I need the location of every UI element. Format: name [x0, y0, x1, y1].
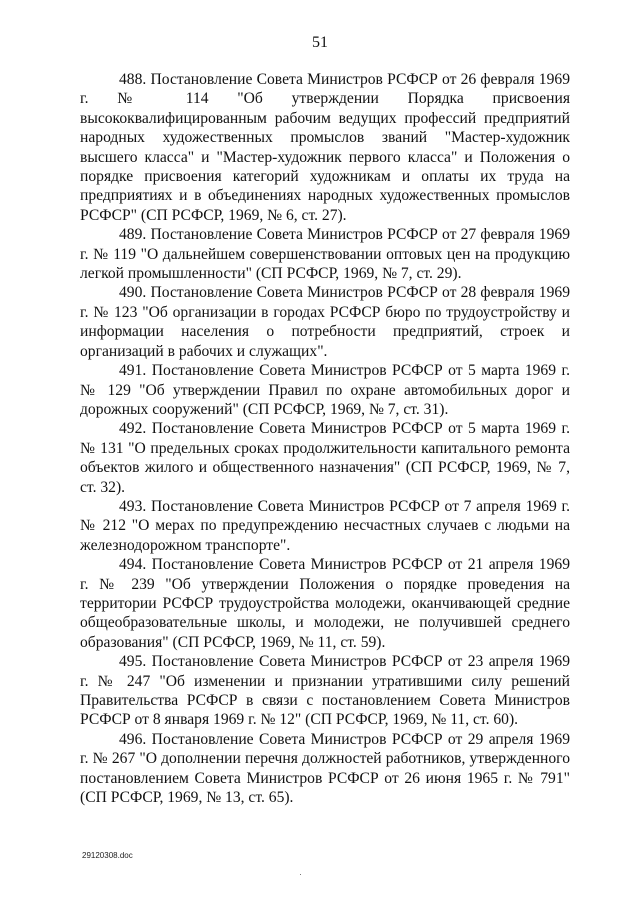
document-body	[80, 70, 570, 807]
list-item-495: 495. Постановление Совета Министров РСФСР от 23 апреля 1969 г. № 247 "Об изменении и признании утратившими силу решений Правительства РСФСР в связи с постановлением Совета Министров РСФСР от 8 января 1969 г. № 12" (СП РСФСР, 1969, № 11, ст. 60).	[80, 653, 570, 729]
list-item-488: 488. Постановление Совета Министров РСФСР от 26 февраля 1969 г. № 114 "Об утверждении Порядка присвоения высококвалифицированным рабочим ведущих профессий предприятий народных художественных промыслов званий "Мастер-художник высшего класса" и "Мастер-художник первого класса" и Положения о порядке присвоения категорий художникам и оплаты их труда на предприятиях и в объединениях народных художественных промыслов РСФСР" (СП РСФСР, 1969, № 6, ст. 27).	[80, 71, 570, 224]
list-item-490: 490. Постановление Совета Министров РСФСР от 28 февраля 1969 г. № 123 "Об организации в городах РСФСР бюро по трудоустройству и информации населения о потребности предприятий, строек и организаций в рабочих и служащих".	[80, 284, 570, 360]
list-item-491: 491. Постановление Совета Министров РСФСР от 5 марта 1969 г. № 129 "Об утверждении Правил по охране автомобильных дорог и дорожных сооружений" (СП РСФСР, 1969, № 7, ст. 31).	[80, 362, 570, 418]
scan-speck	[300, 874, 301, 875]
list-item-492: 492. Постановление Совета Министров РСФСР от 5 марта 1969 г. № 131 "О предельных сроках продолжительности капитального ремонта объектов жилого и общественного назначения" (СП РСФСР, 1969, № 7, ст. 32).	[80, 420, 570, 496]
footer-filename: 29120308.doc	[82, 851, 133, 860]
list-item-494: 494. Постановление Совета Министров РСФСР от 21 апреля 1969 г. № 239 "Об утверждении Положения о порядке проведения на территории РСФСР трудоустройства молодежи, оканчивающей средние общеобразовательные школы, и молодежи, не получившей среднего образования" (СП РСФСР, 1969, № 11, ст. 59).	[80, 556, 570, 651]
list-item-489: 489. Постановление Совета Министров РСФСР от 27 февраля 1969 г. № 119 "О дальнейшем совершенствовании оптовых цен на продукцию легкой промышленности" (СП РСФСР, 1969, № 7, ст. 29).	[80, 226, 570, 283]
list-item-493: 493. Постановление Совета Министров РСФСР от 7 апреля 1969 г. № 212 "О мерах по предупреждению несчастных случаев с людьми на железнодорожном транспорте".	[80, 497, 570, 554]
list-item-496: 496. Постановление Совета Министров РСФСР от 29 апреля 1969 г. № 267 "О дополнении перечня должностей работников, утвержденного постановлением Совета Министров РСФСР от 26 июня 1965 г. № 791" (СП РСФСР, 1969, № 13, ст. 65).	[80, 730, 570, 807]
page-number: 51	[312, 34, 328, 51]
